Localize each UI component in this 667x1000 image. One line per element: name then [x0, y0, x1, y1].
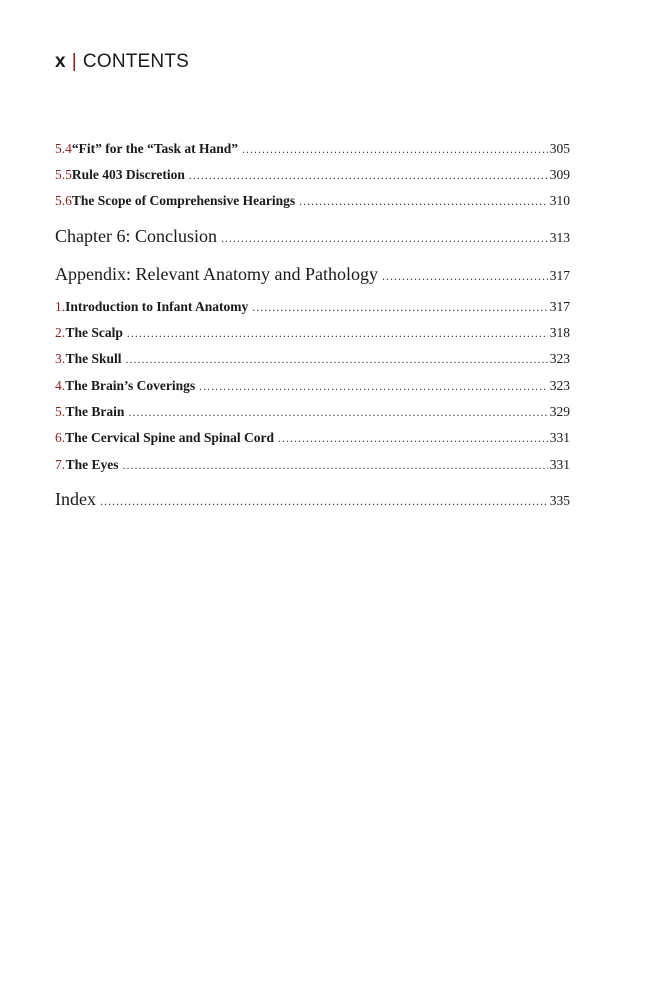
toc-entry-number: 1.: [55, 299, 66, 314]
toc-entry-title: Rule 403 Discretion: [71, 167, 185, 182]
toc-entry-page: 317: [549, 299, 570, 314]
dot-leader: [382, 269, 548, 284]
toc-entry-page: 323: [549, 378, 570, 393]
running-head-separator: |: [71, 51, 77, 72]
toc-entry-number: 6.: [55, 430, 66, 445]
dot-leader: [100, 494, 548, 509]
running-head-title: CONTENTS: [82, 51, 190, 72]
dot-leader: [242, 142, 548, 157]
toc-entry-appendix-5[interactable]: [55, 404, 570, 420]
toc-entry-appendix-2[interactable]: [55, 325, 570, 341]
toc-entry-title: The Eyes: [65, 457, 119, 472]
dot-leader: [278, 431, 548, 446]
toc-entry-title: “Fit” for the “Task at Hand”: [71, 141, 239, 156]
toc-entry-title: Appendix: Relevant Anatomy and Pathology: [55, 264, 378, 284]
toc-entry-page: 323: [549, 351, 570, 366]
toc-entry-title: Index: [55, 489, 96, 509]
toc-entry-number: 5.5: [55, 167, 72, 182]
toc-entry-title: The Skull: [65, 351, 122, 366]
dot-leader: [189, 168, 548, 183]
running-head: [55, 51, 189, 73]
toc-entry-appendix-1[interactable]: [55, 299, 570, 315]
toc-entry-title: The Scalp: [65, 325, 123, 340]
toc-entry-page: 310: [549, 193, 570, 208]
toc-entry-page: 329: [549, 404, 570, 419]
toc-entry-appendix[interactable]: [55, 264, 570, 285]
toc-entry-title: The Brain’s Coverings: [65, 378, 196, 393]
dot-leader: [127, 326, 548, 341]
dot-leader: [123, 458, 548, 473]
dot-leader: [221, 231, 548, 246]
toc-entry-page: 331: [549, 430, 570, 445]
toc-entry-title: The Scope of Comprehensive Hearings: [71, 193, 296, 208]
toc-entry-appendix-3[interactable]: [55, 351, 570, 367]
toc-entry-number: 5.6: [55, 193, 72, 208]
dot-leader: [128, 405, 547, 420]
toc-entry-number: 5.: [55, 404, 66, 419]
toc-entry-title: The Cervical Spine and Spinal Cord: [65, 430, 275, 445]
toc-entry-5-5[interactable]: [55, 167, 570, 183]
toc-entry-5-6[interactable]: [55, 193, 570, 209]
toc-entry-appendix-7[interactable]: [55, 457, 570, 473]
dot-leader: [252, 300, 547, 315]
toc-entry-title: The Brain: [65, 404, 125, 419]
toc-entry-page: 313: [549, 230, 570, 245]
toc-entry-chapter-6[interactable]: [55, 226, 570, 247]
toc-entry-number: 3.: [55, 351, 66, 366]
toc-entry-page: 335: [549, 493, 570, 508]
page-folio: x: [55, 51, 66, 72]
toc-entry-page: 331: [549, 457, 570, 472]
toc-entry-page: 305: [549, 141, 570, 156]
dot-leader: [125, 352, 547, 367]
toc-entry-page: 309: [549, 167, 570, 182]
toc-entry-5-4[interactable]: [55, 141, 570, 157]
toc-entry-title: Chapter 6: Conclusion: [55, 226, 217, 246]
toc-entry-appendix-4[interactable]: [55, 378, 570, 394]
toc-entry-page: 318: [549, 325, 570, 340]
toc-entry-number: 7.: [55, 457, 66, 472]
dot-leader: [199, 379, 548, 394]
toc-entry-number: 4.: [55, 378, 66, 393]
toc-entry-title: Introduction to Infant Anatomy: [65, 299, 249, 314]
toc-entry-number: 5.4: [55, 141, 72, 156]
toc-entry-number: 2.: [55, 325, 66, 340]
toc-entry-index[interactable]: [55, 489, 570, 510]
dot-leader: [299, 194, 548, 209]
toc-entry-page: 317: [549, 268, 570, 283]
toc-entry-appendix-6[interactable]: [55, 430, 570, 446]
